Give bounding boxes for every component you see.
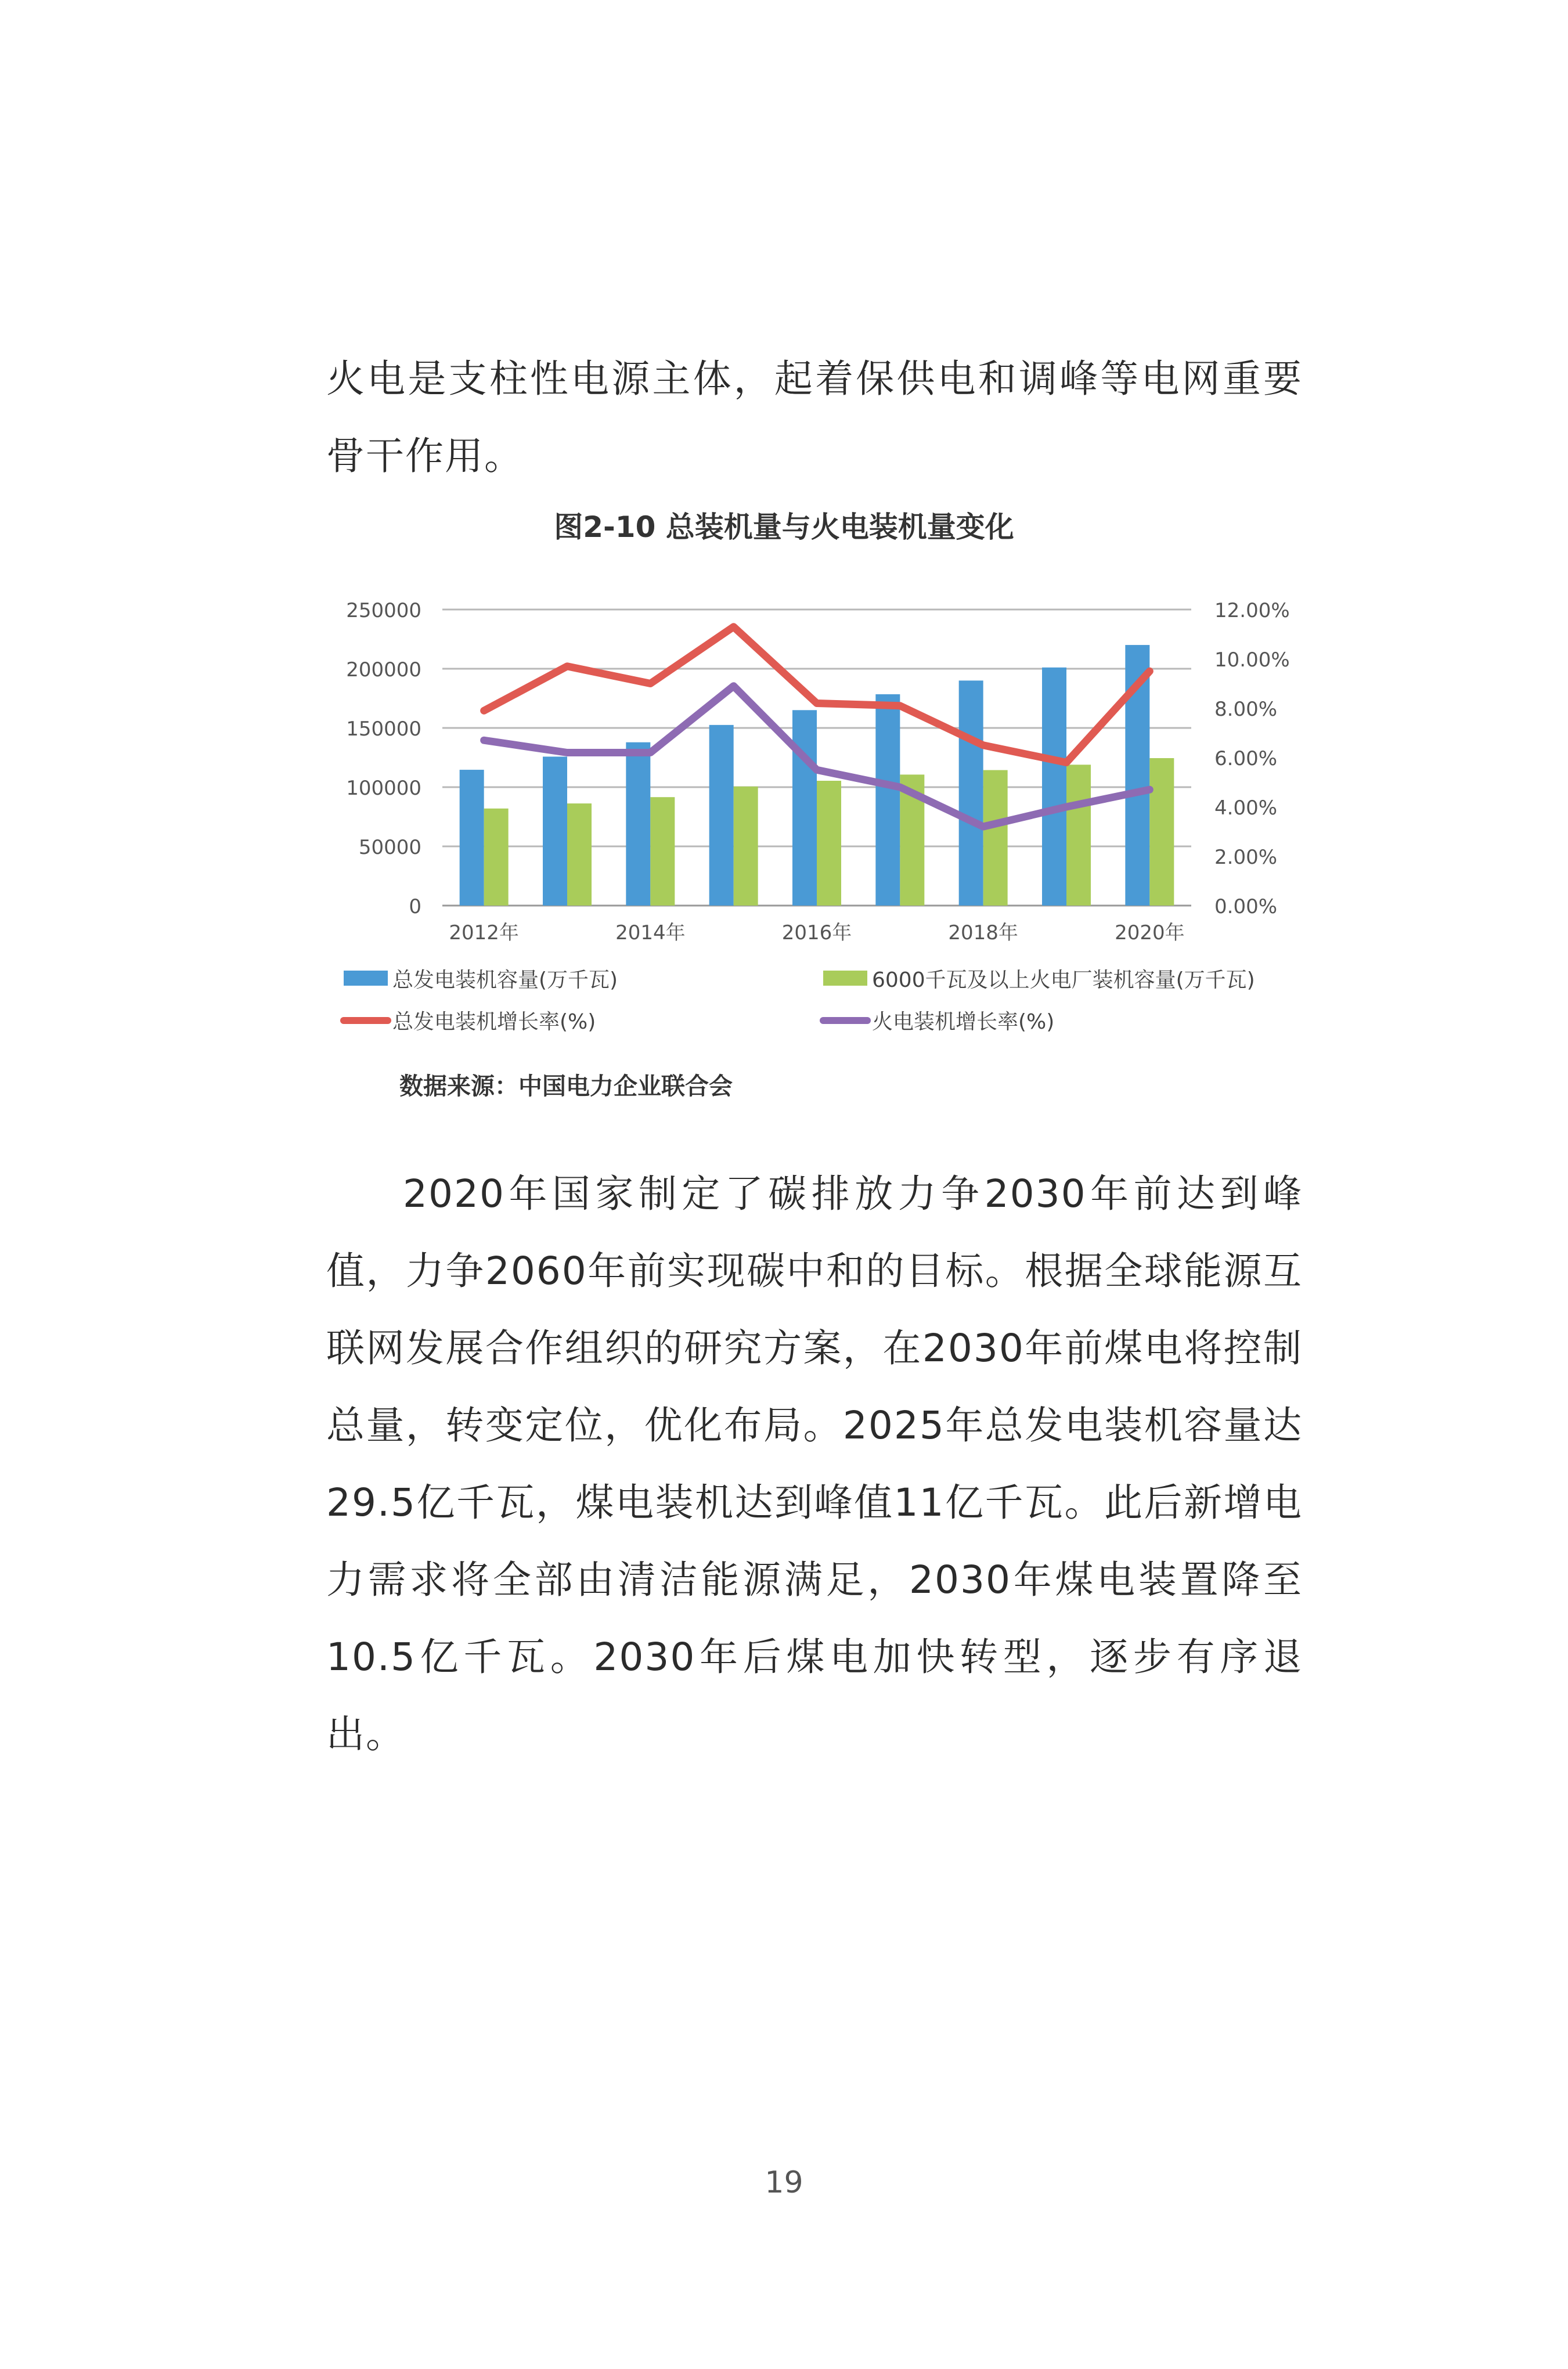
bar bbox=[484, 809, 509, 906]
right-tick-label: 4.00% bbox=[1214, 796, 1278, 820]
right-tick-label: 6.00% bbox=[1214, 747, 1278, 770]
right-tick-label: 0.00% bbox=[1214, 895, 1278, 918]
bar bbox=[650, 797, 675, 906]
legend-swatch bbox=[344, 971, 388, 986]
bar bbox=[543, 756, 567, 906]
bar bbox=[734, 787, 758, 906]
right-tick-label: 8.00% bbox=[1214, 698, 1278, 721]
left-tick-label: 250000 bbox=[346, 599, 421, 622]
chart-legend bbox=[344, 968, 1255, 1034]
bar bbox=[792, 710, 817, 906]
figure-title: 图2-10 总装机量与火电装机量变化 bbox=[554, 510, 1014, 544]
left-tick-label: 100000 bbox=[346, 777, 421, 800]
chart-bars bbox=[460, 645, 1174, 906]
bar bbox=[959, 680, 983, 906]
legend-swatch bbox=[823, 971, 867, 986]
legend-label: 火电装机增长率(%) bbox=[872, 1010, 1055, 1034]
bar bbox=[460, 770, 484, 906]
bar bbox=[817, 781, 841, 906]
bar bbox=[983, 770, 1008, 906]
bar bbox=[1042, 668, 1066, 906]
x-tick-label: 2014年 bbox=[615, 921, 686, 944]
bar bbox=[1066, 765, 1091, 906]
page-number: 19 bbox=[765, 2165, 803, 2200]
bar bbox=[567, 803, 592, 906]
main-paragraph: 2020年国家制定了碳排放力争2030年前达到峰值，力争2060年前实现碳中和的目标。根据全球能源互联网发展合作组织的研究方案，在2030年前煤电将控制总量，转变定位，优化布局。2025年总发电装机容量达29.5亿千瓦，煤电装机达到峰值11亿千瓦。此后新增电力需求将全部由清洁能源满足，2030年煤电装置降至10.5亿千瓦。2030年后煤电加快转型，逐步有序退出。 bbox=[326, 1171, 1303, 1757]
legend-label: 6000千瓦及以上火电厂装机容量(万千瓦) bbox=[872, 968, 1255, 992]
intro-paragraph: 火电是支柱性电源主体，起着保供电和调峰等电网重要骨干作用。 bbox=[326, 356, 1303, 478]
left-tick-label: 200000 bbox=[346, 658, 421, 682]
x-tick-label: 2020年 bbox=[1115, 921, 1185, 944]
bar bbox=[626, 742, 650, 906]
left-tick-label: 50000 bbox=[358, 836, 421, 859]
legend-label: 总发电装机容量(万千瓦) bbox=[392, 968, 618, 992]
bar bbox=[1149, 758, 1174, 906]
x-tick-label: 2018年 bbox=[948, 921, 1018, 944]
left-tick-label: 0 bbox=[409, 895, 421, 918]
legend-label: 总发电装机增长率(%) bbox=[392, 1010, 596, 1034]
right-tick-label: 10.00% bbox=[1214, 648, 1290, 672]
x-tick-label: 2016年 bbox=[781, 921, 852, 944]
figure-source: 数据来源：中国电力企业联合会 bbox=[399, 1072, 733, 1100]
capacity-chart bbox=[0, 575, 1568, 1051]
bar bbox=[709, 725, 734, 906]
x-tick-label: 2012年 bbox=[449, 921, 519, 944]
right-tick-label: 12.00% bbox=[1214, 599, 1290, 622]
left-tick-label: 150000 bbox=[346, 717, 421, 741]
right-tick-label: 2.00% bbox=[1214, 846, 1278, 869]
bar bbox=[875, 694, 900, 906]
